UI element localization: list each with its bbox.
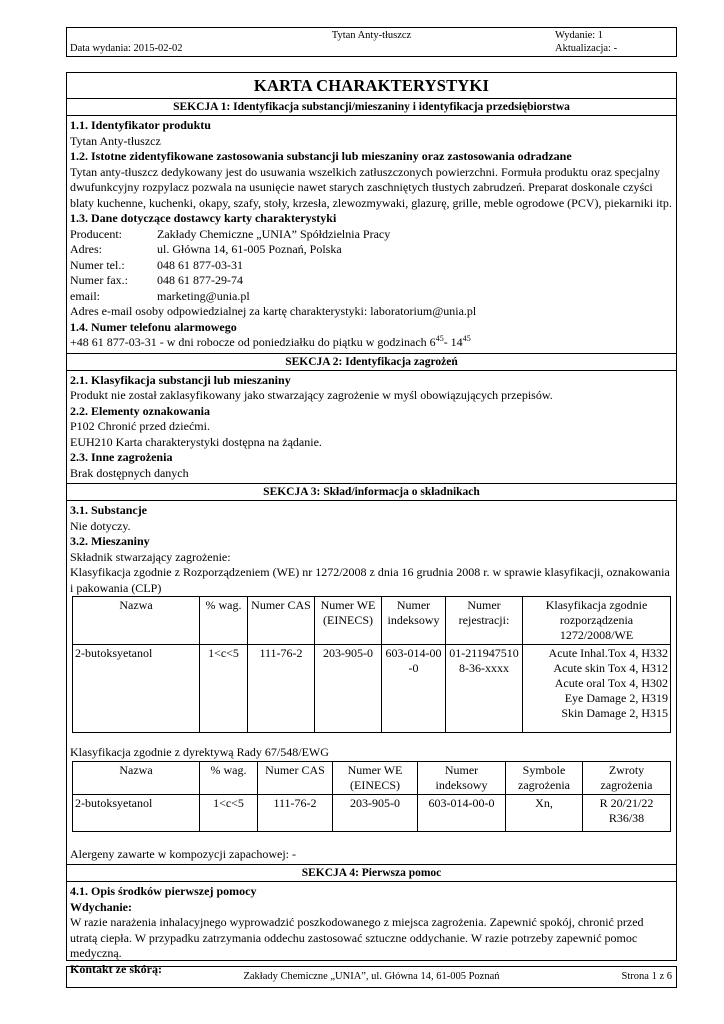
header-issue-date: Data wydania: 2015-02-02 <box>70 43 183 54</box>
s1-3-heading: 1.3. Dane dotyczące dostawcy karty charakterystyki <box>70 211 337 225</box>
dsd-table <box>72 761 671 832</box>
cell-reg: 01-2119475108-36-xxxx <box>446 645 523 733</box>
email-value: marketing@unia.pl <box>157 288 250 303</box>
col-cas: Numer CAS <box>248 597 315 645</box>
fax-row <box>70 273 673 289</box>
skin-contact-heading: Kontakt ze skórą: <box>70 961 162 976</box>
responsible-email: Adres e-mail osoby odpowiedzialnej za kartę charakterystyki: laboratorium@unia.pl <box>70 304 477 318</box>
document-title: KARTA CHARAKTERYSTYKI <box>67 73 676 99</box>
cell-pct: 1<c<5 <box>200 645 248 733</box>
cell-phrases: R 20/21/22 R36/38 <box>583 794 671 831</box>
s2-3-heading: 2.3. Inne zagrożenia <box>70 450 173 464</box>
col-name: Nazwa <box>73 597 200 645</box>
section-4-body <box>67 882 676 977</box>
section-3-body <box>67 501 676 862</box>
col-classification: Klasyfikacja zgodnie rozporządzenia 1272/2008/WE <box>523 597 671 645</box>
emergency-sup-2: 45 <box>462 334 471 343</box>
section-4-heading: SEKCJA 4: Pierwsza pomoc <box>67 864 676 882</box>
s4-1-heading: 4.1. Opis środków pierwszej pomocy <box>70 884 257 898</box>
cell-name: 2-butoksyetanol <box>73 645 200 733</box>
producer-row <box>70 227 673 243</box>
s1-4-heading: 1.4. Numer telefonu alarmowego <box>70 319 237 334</box>
s3-1-heading: 3.1. Substancje <box>70 503 148 517</box>
tel-label: Numer tel.: <box>70 257 125 272</box>
header-edition: Wydanie: 1 <box>555 30 604 41</box>
producer-label: Producent: <box>70 226 122 241</box>
classification-text: Produkt nie został zaklasyfikowany jako stwarzający zagrożenie w myśl obowiązujących przepisów. <box>70 388 553 402</box>
cell-index: 603-014-00-0 <box>418 794 506 831</box>
hazardous-component-label: Składnik stwarzający zagrożenie: <box>70 549 231 564</box>
col-cas: Numer CAS <box>258 761 333 794</box>
address-value: ul. Główna 14, 61-005 Poznań, Polska <box>157 242 342 256</box>
cell-name: 2-butoksyetanol <box>73 794 200 831</box>
address-label: Adres: <box>70 242 102 256</box>
col-we: Numer WE (EINECS) <box>333 761 418 794</box>
section-2-heading: SEKCJA 2: Identyfikacja zagrożeń <box>67 353 676 371</box>
emergency-sup-1: 45 <box>435 334 444 343</box>
cell-classification <box>523 645 671 733</box>
cell-cas: 111-76-2 <box>248 645 315 733</box>
cell-we: 203-905-0 <box>333 794 418 831</box>
s2-2-heading: 2.2. Elementy oznakowania <box>70 403 211 418</box>
col-index: Numer indeksowy <box>382 597 446 645</box>
document-body <box>66 72 677 976</box>
section-1-heading: SEKCJA 1: Identyfikacja substancji/mieszaniny i identyfikacja przedsiębiorstwa <box>67 99 676 116</box>
s3-2-heading: 3.2. Mieszaniny <box>70 534 150 548</box>
class-line-4: Eye Damage 2, H319 <box>564 691 668 705</box>
inhalation-heading: Wdychanie: <box>70 899 133 914</box>
cell-cas: 111-76-2 <box>258 794 333 831</box>
s2-1-heading: 2.1. Klasyfikacja substancji lub mieszaniny <box>70 372 291 387</box>
header-update: Aktualizacja: - <box>555 43 618 54</box>
col-we: Numer WE (EINECS) <box>315 597 382 645</box>
col-pct: % wag. <box>200 597 248 645</box>
other-hazards: Brak dostępnych danych <box>70 465 189 480</box>
footer-page-number: Strona 1 z 6 <box>621 971 672 982</box>
page-footer <box>66 966 677 988</box>
emergency-phone-text: +48 61 877-03-31 - w dni robocze od poniedziałku do piątku w godzinach 6 <box>70 335 436 349</box>
product-uses: Tytan anty-tłuszcz dedykowany jest do usuwania wszelkich zatłuszczonych powierzchni. Formuła produktu oraz specjalny dwufunkcyjny rozpylacz pozwala na usunięcie nawet starych zaschniętych tłustych zabrudzeń. Preparat doskonale czyści blaty kuchenne, kuchenki, okapy, szafy, stoły, krzesła, zlewozmywaki, glazurę, grille, meble ogrodowe (PCV), piekarniki itp. <box>70 164 672 210</box>
class-line-2: Acute skin Tox 4, H312 <box>553 661 668 675</box>
col-pct: % wag. <box>200 761 258 794</box>
label-euh210: EUH210 Karta charakterystyki dostępna na żądanie. <box>70 434 322 449</box>
email-row <box>70 289 673 305</box>
tel-value: 048 61 877-03-31 <box>157 257 243 272</box>
footer-company: Zakłady Chemiczne „UNIA”, ul. Główna 14, 61-005 Poznań <box>243 971 500 982</box>
substances-text: Nie dotyczy. <box>70 518 131 533</box>
clp-table <box>72 596 671 733</box>
table-row <box>73 794 671 831</box>
table-header-row <box>73 761 671 794</box>
s1-2-heading: 1.2. Istotne zidentyfikowane zastosowania substancji lub mieszaniny oraz zastosowania odradzane <box>70 149 572 163</box>
fax-label: Numer fax.: <box>70 273 128 287</box>
clp-classification-text: Klasyfikacja zgodnie z Rozporządzeniem (WE) nr 1272/2008 z dnia 16 grudnia 2008 r. w sprawie klasyfikacji, oznakowania i pakowania (CLP) <box>70 565 670 595</box>
dsd-classification-text: Klasyfikacja zgodnie z dyrektywą Rady 67/548/EWG <box>70 745 329 759</box>
section-2-body <box>67 371 676 482</box>
col-reg: Numer rejestracji: <box>446 597 523 645</box>
label-p102: P102 Chronić przed dziećmi. <box>70 419 210 433</box>
section-3-heading: SEKCJA 3: Skład/informacja o składnikach <box>67 483 676 501</box>
emergency-phone-mid: - 14 <box>443 335 463 349</box>
col-phrases: Zwroty zagrożenia <box>583 761 671 794</box>
cell-pct: 1<c<5 <box>200 794 258 831</box>
class-line-3: Acute oral Tox 4, H302 <box>554 676 668 690</box>
class-line-5: Skin Damage 2, H315 <box>561 706 668 720</box>
page-header <box>66 27 677 57</box>
header-product: Tytan Anty-tłuszcz <box>331 30 412 41</box>
class-line-1: Acute Inhal.Tox 4, H332 <box>548 646 668 660</box>
emergency-phone <box>70 335 673 351</box>
section-1-body <box>67 116 676 351</box>
cell-we: 203-905-0 <box>315 645 382 733</box>
cell-index: 603-014-00-0 <box>382 645 446 733</box>
table-header-row <box>73 597 671 645</box>
tel-row <box>70 258 673 274</box>
table-row <box>73 645 671 733</box>
address-row <box>70 242 673 258</box>
inhalation-text: W razie narażenia inhalacyjnego wyprowadzić poszkodowanego z miejsca zagrożenia. Zapewnić spokój, chronić przed utratą ciepła. W przypadku zatrzymania oddechu zastosować sztuczne oddychanie. W razie potrzeby zapewnić pomoc medyczną. <box>70 915 644 960</box>
col-index: Numer indeksowy <box>418 761 506 794</box>
fax-value: 048 61 877-29-74 <box>157 273 243 287</box>
allergens-text: Alergeny zawarte w kompozycji zapachowej: - <box>70 846 297 861</box>
cell-symbols: Xn, <box>506 794 583 831</box>
email-label: email: <box>70 288 100 303</box>
producer-value: Zakłady Chemiczne „UNIA” Spółdzielnia Pracy <box>157 226 391 241</box>
col-name: Nazwa <box>73 761 200 794</box>
product-name: Tytan Anty-tłuszcz <box>70 133 161 148</box>
col-symbols: Symbole zagrożenia <box>506 761 583 794</box>
s1-1-heading: 1.1. Identyfikator produktu <box>70 118 211 132</box>
